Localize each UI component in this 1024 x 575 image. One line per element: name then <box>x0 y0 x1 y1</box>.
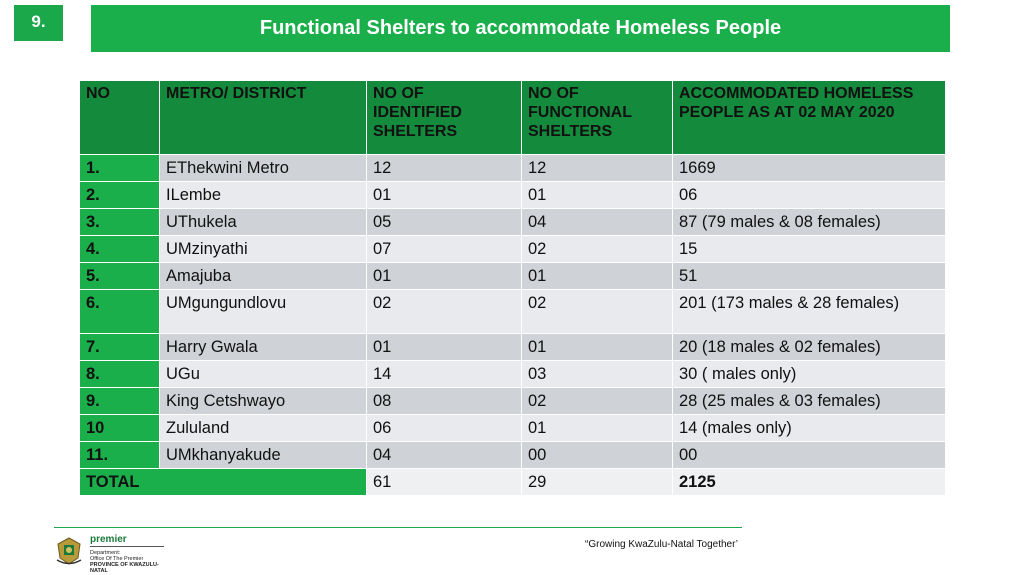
row-no: 7. <box>80 334 160 361</box>
row-district: King Cetshwayo <box>160 388 367 415</box>
row-district: UGu <box>160 361 367 388</box>
row-identified: 05 <box>367 209 522 236</box>
row-functional: 02 <box>522 236 673 263</box>
row-no: 11. <box>80 442 160 469</box>
slide-number: 9. <box>14 5 63 41</box>
row-district: UMzinyathi <box>160 236 367 263</box>
premier-logo <box>54 532 174 572</box>
row-accommodated: 87 (79 males & 08 females) <box>673 209 946 236</box>
table-header-row <box>80 81 946 155</box>
row-district: UThukela <box>160 209 367 236</box>
row-functional: 04 <box>522 209 673 236</box>
row-identified: 01 <box>367 182 522 209</box>
row-identified: 07 <box>367 236 522 263</box>
row-no: 4. <box>80 236 160 263</box>
row-functional: 02 <box>522 388 673 415</box>
shelters-table <box>79 80 946 496</box>
table-row <box>80 155 946 182</box>
header-identified: NO OF IDENTIFIED SHELTERS <box>367 81 522 155</box>
table-row <box>80 182 946 209</box>
row-no: 9. <box>80 388 160 415</box>
table-row <box>80 388 946 415</box>
table-row <box>80 236 946 263</box>
row-identified: 04 <box>367 442 522 469</box>
table-row <box>80 415 946 442</box>
row-accommodated: 06 <box>673 182 946 209</box>
logo-rule <box>90 546 164 547</box>
total-row <box>80 469 946 496</box>
row-accommodated: 28 (25 males & 03 females) <box>673 388 946 415</box>
row-functional: 03 <box>522 361 673 388</box>
footer-slogan: “Growing KwaZulu-Natal Together’ <box>585 539 739 550</box>
total-identified: 61 <box>367 469 522 496</box>
footer-divider <box>54 527 742 528</box>
row-no: 6. <box>80 290 160 334</box>
logo-line-1: Department: <box>90 550 121 556</box>
logo-title: premier <box>90 534 127 545</box>
row-no: 8. <box>80 361 160 388</box>
table-row <box>80 361 946 388</box>
row-no: 3. <box>80 209 160 236</box>
row-accommodated: 30 ( males only) <box>673 361 946 388</box>
total-accommodated: 2125 <box>673 469 946 496</box>
row-identified: 01 <box>367 334 522 361</box>
table-row <box>80 442 946 469</box>
row-no: 10 <box>80 415 160 442</box>
row-accommodated: 201 (173 males & 28 females) <box>673 290 946 334</box>
row-district: Amajuba <box>160 263 367 290</box>
row-accommodated: 51 <box>673 263 946 290</box>
row-accommodated: 1669 <box>673 155 946 182</box>
logo-line-2: Office Of The Premier <box>90 556 144 562</box>
header-accommodated: ACCOMMODATED HOMELESS PEOPLE AS AT 02 MAY 2020 <box>673 81 946 155</box>
row-district: UMgungundlovu <box>160 290 367 334</box>
page-title <box>91 5 950 52</box>
table-row <box>80 334 946 361</box>
table-row <box>80 209 946 236</box>
row-no: 5. <box>80 263 160 290</box>
row-identified: 12 <box>367 155 522 182</box>
kzn-coat-of-arms-icon <box>54 536 84 566</box>
row-district: ILembe <box>160 182 367 209</box>
row-functional: 01 <box>522 182 673 209</box>
row-accommodated: 15 <box>673 236 946 263</box>
header-no: NO <box>80 81 160 155</box>
row-identified: 08 <box>367 388 522 415</box>
row-accommodated: 00 <box>673 442 946 469</box>
table-row <box>80 263 946 290</box>
row-district: Harry Gwala <box>160 334 367 361</box>
row-identified: 01 <box>367 263 522 290</box>
header-district: METRO/ DISTRICT <box>160 81 367 155</box>
row-identified: 02 <box>367 290 522 334</box>
row-identified: 06 <box>367 415 522 442</box>
row-district: EThekwini Metro <box>160 155 367 182</box>
row-identified: 14 <box>367 361 522 388</box>
logo-line-3: PROVINCE OF KWAZULU-NATAL <box>90 562 159 574</box>
row-district: Zululand <box>160 415 367 442</box>
table-row <box>80 290 946 334</box>
row-no: 2. <box>80 182 160 209</box>
row-accommodated: 20 (18 males & 02 females) <box>673 334 946 361</box>
row-functional: 12 <box>522 155 673 182</box>
row-accommodated: 14 (males only) <box>673 415 946 442</box>
title-text: Functional Shelters to accommodate Homeless People <box>259 17 782 39</box>
row-functional: 01 <box>522 334 673 361</box>
row-no: 1. <box>80 155 160 182</box>
row-functional: 01 <box>522 263 673 290</box>
row-functional: 02 <box>522 290 673 334</box>
total-functional: 29 <box>522 469 673 496</box>
row-functional: 01 <box>522 415 673 442</box>
header-functional: NO OF FUNCTIONAL SHELTERS <box>522 81 673 155</box>
row-functional: 00 <box>522 442 673 469</box>
total-label: TOTAL <box>80 469 367 496</box>
row-district: UMkhanyakude <box>160 442 367 469</box>
